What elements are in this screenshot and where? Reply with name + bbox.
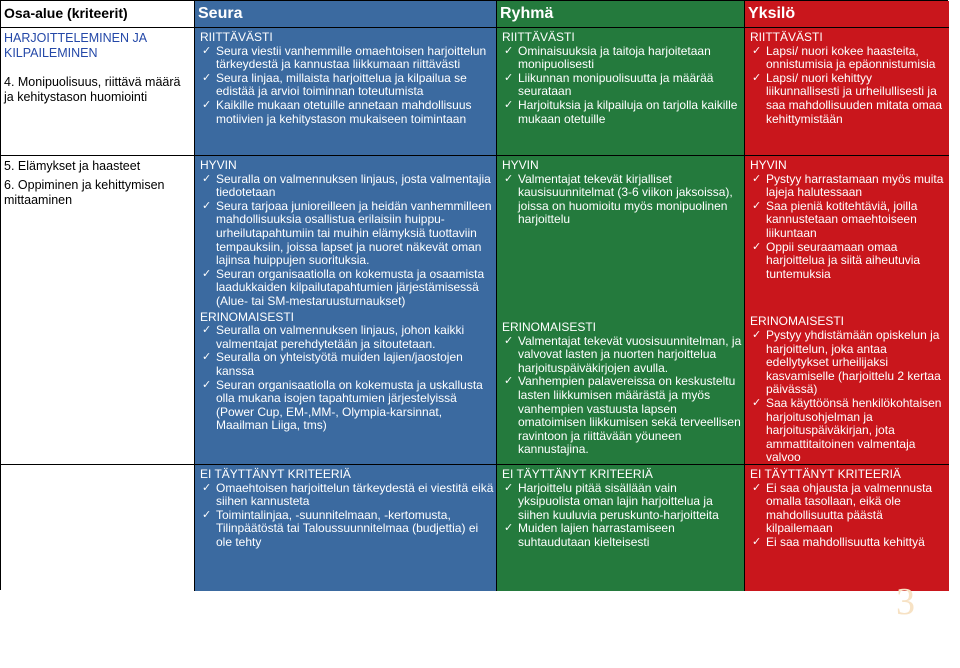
criteria-list	[502, 335, 742, 457]
level-label: RIITTÄVÄSTI	[502, 30, 575, 44]
level-label: HYVIN	[502, 158, 539, 172]
criteria-list-item: ✓ Oppii seuraamaan omaa harjoittelua ja siitä aiheutuvia tuntemuksia	[750, 241, 947, 282]
criteria-list-item: ✓ Saa käyttöönsä henkilökohtaisen harjoitusohjelman ja harjoituspäiväkirjan, jota ammattitaitoinen valmentaja valvoo	[750, 397, 947, 465]
criteria-list	[502, 173, 742, 227]
seura-row-1	[195, 28, 497, 156]
criteria-item: 6. Oppiminen ja kehittymisen mittaaminen	[4, 178, 165, 207]
level-label: EI TÄYTTÄNYT KRITEERIÄ	[200, 467, 351, 481]
criteria-list-item: ✓ Seuran organisaatiolla on kokemusta ja uskallusta olla mukana isojen tapahtumien järjestelyissä (Power Cup, EM-,MM-, Olympia-karsinnat, Maailman Liiga, tms)	[200, 379, 494, 433]
level-section	[502, 159, 742, 227]
level-label: ERINOMAISESTI	[750, 314, 845, 329]
criteria-item: 4. Monipuolisuus, riittävä määrä ja kehitystason huomiointi	[4, 75, 181, 104]
criteria-list-item: ✓ Ei saa ohjausta ja valmennusta omalla tasollaan, eikä ole mahdollisuutta päästä kilpailemaan	[750, 482, 947, 536]
criteria-list-item: ✓ Saa pieniä kotitehtäviä, joilla kannustetaan omaehtoiseen liikuntaan	[750, 200, 947, 241]
level-section	[200, 468, 494, 550]
criteria-list-item: ✓ Seuralla on valmennuksen linjaus, johon kaikki valmentajat perehdytetään ja sitoutetaan.	[200, 324, 494, 351]
criteria-list	[502, 45, 742, 127]
criteria-list-item: ✓ Lapsi/ nuori kokee haasteita, onnistumisia ja epäonnistumisia	[750, 45, 947, 72]
criteria-list-item: ✓ Ominaisuuksia ja taitoja harjoitetaan monipuolisesti	[502, 45, 742, 72]
ryhma-row-1	[497, 28, 745, 156]
criteria-list-item: ✓ Kaikille mukaan otetuille annetaan mahdollisuus motiivien ja kehitystason mukaiseen toimintaan	[200, 99, 494, 126]
criteria-list	[502, 482, 742, 550]
criteria-list	[750, 482, 947, 550]
yksilo-row-1	[745, 28, 949, 156]
criteria-category: HARJOITTELEMINEN JA KILPAILEMINEN	[4, 31, 147, 60]
criteria-list	[200, 324, 494, 433]
criteria-item: 5. Elämykset ja haasteet	[4, 159, 141, 173]
seura-row-2	[195, 156, 497, 465]
level-section	[502, 321, 742, 457]
criteria-list-item: ✓ Liikunnan monipuolisuutta ja määrää seurataan	[502, 72, 742, 99]
header-ryhma: Ryhmä	[497, 1, 745, 28]
criteria-list-item: ✓ Valmentajat tekevät vuosisuunnitelman, ja valvovat lasten ja nuorten harjoittelua harjoituspäiväkirjojen avulla.	[502, 335, 742, 376]
criteria-list-item: ✓ Toimintalinjaa, -suunnitelmaan, -kertomusta, Tilinpäätöstä tai Taloussuunnitelmaa (budjettia) ei ole tehty	[200, 509, 494, 550]
criteria-list-item: ✓ Vanhempien palavereissa on keskusteltu lasten liikkumisen määrästä ja myös vanhempien vastuusta lapsen omatoimisen liikkumisen sekä terveellisen ravintoon ja riittävään yöuneen kannustajina.	[502, 375, 742, 457]
level-section	[200, 311, 494, 433]
level-label: ERINOMAISESTI	[502, 319, 597, 334]
criteria-row-3	[1, 465, 195, 591]
level-section	[502, 31, 742, 126]
criteria-list-item: ✓ Seura tarjoaa junioreilleen ja heidän vanhemmilleen mahdollisuuksia osallistua erilaisiin huippu-urheilutapahtumiin tai muihin elämyksiä tuottaviin tempauksiin, joissa lapset ja nuoret näkevät oman lajinsa huippujen suorituksia.	[200, 200, 494, 268]
level-label: RIITTÄVÄSTI	[200, 30, 273, 44]
level-section	[750, 159, 947, 281]
criteria-list-item: ✓ Pystyy yhdistämään opiskelun ja harjoittelun, joka antaa edellytykset urheilijaksi kasvamiselle (harjoittelu 2 kertaa päivässä)	[750, 329, 947, 397]
criteria-row-1	[1, 28, 195, 156]
level-section	[750, 31, 947, 126]
level-section	[200, 159, 494, 309]
criteria-list	[200, 45, 494, 127]
criteria-row-2	[1, 156, 195, 465]
criteria-list-item: ✓ Seuran organisaatiolla on kokemusta ja osaamista laadukkaiden kilpailutapahtumien järjestämisessä (Alue- tai SM-mestaruusturnaukset)	[200, 268, 494, 309]
ryhma-row-3	[497, 465, 745, 591]
page-number: 3	[896, 581, 915, 623]
criteria-list-item: ✓ Seura viestii vanhemmille omaehtoisen harjoittelun tärkeydestä ja kannustaa liikkumaan riittävästi	[200, 45, 494, 72]
criteria-list	[750, 173, 947, 282]
yksilo-row-2	[745, 156, 949, 465]
level-label: RIITTÄVÄSTI	[750, 30, 823, 44]
seura-row-3	[195, 465, 497, 591]
level-section	[750, 468, 947, 550]
criteria-list	[200, 482, 494, 550]
criteria-list-item: ✓ Pystyy harrastamaan myös muita lajeja halutessaan	[750, 173, 947, 200]
header-yksilo: Yksilö	[745, 1, 949, 28]
criteria-list-item: ✓ Ei saa mahdollisuutta kehittyä	[750, 536, 947, 550]
level-label: EI TÄYTTÄNYT KRITEERIÄ	[750, 467, 901, 481]
criteria-list	[750, 329, 947, 465]
level-label: HYVIN	[200, 158, 237, 172]
level-label: HYVIN	[750, 158, 787, 172]
level-label: EI TÄYTTÄNYT KRITEERIÄ	[502, 467, 653, 481]
criteria-list-item: ✓ Seura linjaa, millaista harjoittelua ja kilpailua se edistää ja arvioi toiminnan toteutumista	[200, 72, 494, 99]
criteria-list-item: ✓ Harjoittelu pitää sisällään vain yksipuolista oman lajin harjoittelua ja siihen kuuluvia peruskunto-harjoitteita	[502, 482, 742, 523]
criteria-list	[200, 173, 494, 309]
header-criteria: Osa-alue (kriteerit)	[1, 1, 195, 28]
level-section	[750, 315, 947, 465]
criteria-list-item: ✓ Seuralla on valmennuksen linjaus, josta valmentajia tiedotetaan	[200, 173, 494, 200]
criteria-list-item: ✓ Harjoituksia ja kilpailuja on tarjolla kaikille mukaan otetuille	[502, 99, 742, 126]
level-section	[502, 468, 742, 550]
ryhma-row-2	[497, 156, 745, 465]
criteria-list-item: ✓ Valmentajat tekevät kirjalliset kausisuunnitelmat (3-6 viikon jaksoissa), joissa on huomioitu myös monipuolinen harjoittelu	[502, 173, 742, 227]
criteria-list-item: ✓ Muiden lajien harrastamiseen suhtaudutaan kielteisesti	[502, 522, 742, 549]
criteria-list-item: ✓ Seuralla on yhteistyötä muiden lajien/jaostojen kanssa	[200, 351, 494, 378]
level-section	[200, 31, 494, 126]
header-seura: Seura	[195, 1, 497, 28]
criteria-list-item: ✓ Omaehtoisen harjoittelun tärkeydestä ei viestitä eikä siihen kannusteta	[200, 482, 494, 509]
level-label: ERINOMAISESTI	[200, 309, 295, 324]
criteria-list-item: ✓ Lapsi/ nuori kehittyy liikunnallisesti ja urheilullisesti ja saa mahdollisuuden mitata omaa kehittymistään	[750, 72, 947, 126]
yksilo-row-3	[745, 465, 949, 591]
criteria-list	[750, 45, 947, 127]
